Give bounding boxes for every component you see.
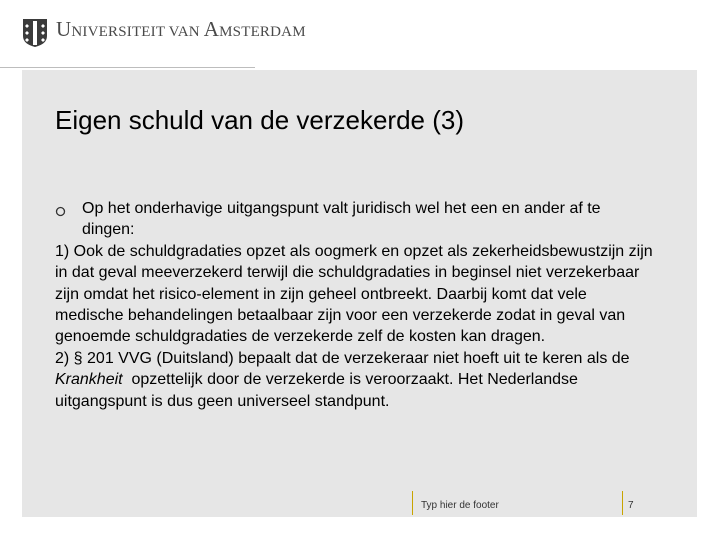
- university-name-initial-u: U: [56, 17, 72, 41]
- header-bar: [0, 0, 720, 68]
- paragraph-1: 1) Ook de schuldgradaties opzet als oogmerk en opzet als zekerheidsbewustzijn zijn in dat geval meeverzekerd terwijl die schuldgradaties in beginsel niet verzekerbaar zijn omdat het risico-element in zijn geheel ontbreekt. Daarbij komt dat vele medische behandelingen betaalbaar zijn voor een verzekerde zodat in geval van genoemde schuldgradaties de verzekerde zelf de kosten kan dragen.: [55, 242, 653, 346]
- uva-logo-shield-icon: [22, 18, 48, 48]
- slide-body: [55, 198, 655, 412]
- bullet-item: [55, 198, 655, 241]
- footer-divider-left: [412, 491, 413, 515]
- header-divider: [0, 67, 255, 68]
- paragraph-2: [55, 348, 655, 412]
- ring-bullet-icon: [55, 198, 66, 219]
- bullet-text: Op het onderhavige uitgangspunt valt juridisch wel het een en ander af te dingen:: [82, 200, 601, 239]
- university-name-part1: NIVERSITEIT VAN: [71, 24, 204, 40]
- university-name-initial-a: A: [203, 17, 220, 41]
- university-name: [56, 17, 306, 42]
- paragraph-2-italic-term: Krankheit: [55, 371, 123, 389]
- page-number: 7: [628, 500, 634, 511]
- paragraph-2-start: 2) § 201 VVG (Duitsland) bepaalt dat de verzekeraar niet hoeft uit te keren als de: [55, 349, 630, 367]
- paragraph-2-end: opzettelijk door de verzekerde is veroorzaakt. Het Nederlandse uitgangspunt is dus geen universeel standpunt.: [55, 371, 583, 410]
- university-name-part2: MSTERDAM: [219, 24, 306, 40]
- slide-title: Eigen schuld van de verzekerde (3): [55, 105, 465, 135]
- footer-divider-right: [622, 491, 623, 515]
- footer-text[interactable]: Typ hier de footer: [421, 500, 499, 511]
